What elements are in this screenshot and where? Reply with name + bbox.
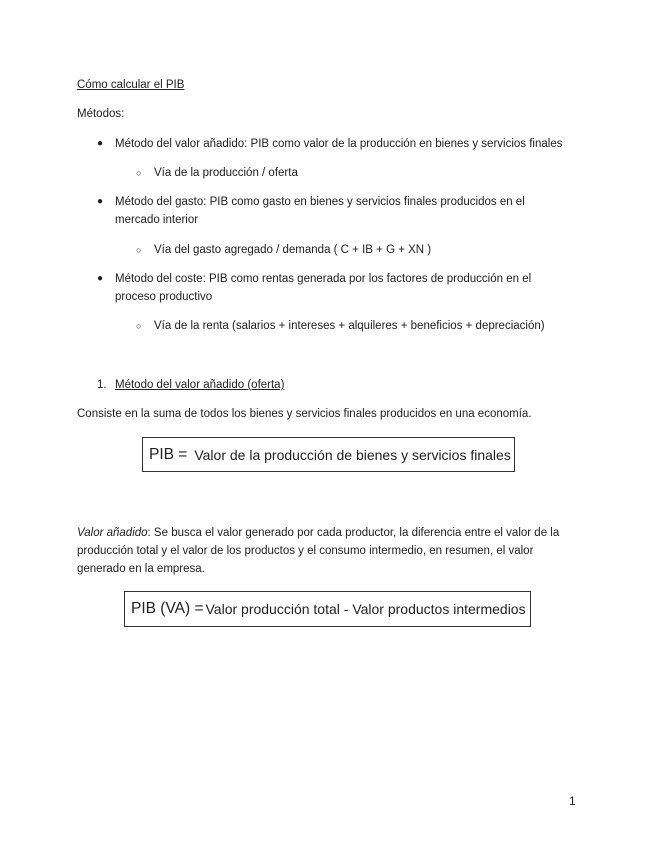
bullet-icon: ● [97, 138, 104, 149]
bullet-icon: ● [97, 273, 104, 284]
bullet-icon: ● [97, 196, 104, 207]
method-item: Método del valor añadido: PIB como valor de la producción en bienes y servicios finales [115, 138, 563, 150]
page-title: Cómo calcular el PIB [77, 79, 185, 91]
formula-box-pib [142, 437, 515, 472]
method-sub-item: Vía de la renta (salarios + intereses + alquileres + beneficios + depreciación) [154, 320, 545, 332]
va-term: Valor añadido [77, 527, 148, 539]
method-item-continued: mercado interior [115, 214, 199, 226]
method-item: Método del gasto: PIB como gasto en bienes y servicios finales producidos en el [115, 196, 525, 208]
va-paragraph-line-3: generado en la empresa. [77, 563, 205, 575]
sub-bullet-icon: ○ [136, 321, 142, 331]
section-heading: Método del valor añadido (oferta) [115, 379, 285, 391]
formula-box-pib-va [124, 591, 531, 627]
formula-lhs: PIB = [149, 445, 188, 463]
sub-bullet-icon: ○ [136, 245, 142, 255]
section-number: 1. [97, 379, 107, 391]
method-item: Método del coste: PIB como rentas generada por los factores de producción en el [115, 273, 532, 285]
method-item-continued: proceso productivo [115, 291, 213, 303]
formula-lhs: PIB (VA) = [131, 600, 204, 618]
va-paragraph-line-2: producción total y el valor de los productos y el consumo intermedio, en resumen, el valor [77, 545, 534, 557]
methods-label: Métodos: [77, 108, 125, 120]
sub-bullet-icon: ○ [136, 168, 142, 178]
section-description: Consiste en la suma de todos los bienes y servicios finales producidos en una economía. [77, 408, 532, 420]
va-paragraph-line-1 [77, 524, 559, 542]
formula-rhs: Valor producción total - Valor productos intermedios [205, 601, 526, 617]
method-sub-item: Vía de la producción / oferta [154, 167, 298, 179]
page-number: 1 [569, 794, 576, 808]
formula-rhs: Valor de la producción de bienes y servicios finales [194, 446, 511, 463]
method-sub-item: Vía del gasto agregado / demanda ( C + IB + G + XN ) [154, 244, 432, 256]
va-text: : Se busca el valor generado por cada productor, la diferencia entre el valor de la [147, 527, 560, 539]
